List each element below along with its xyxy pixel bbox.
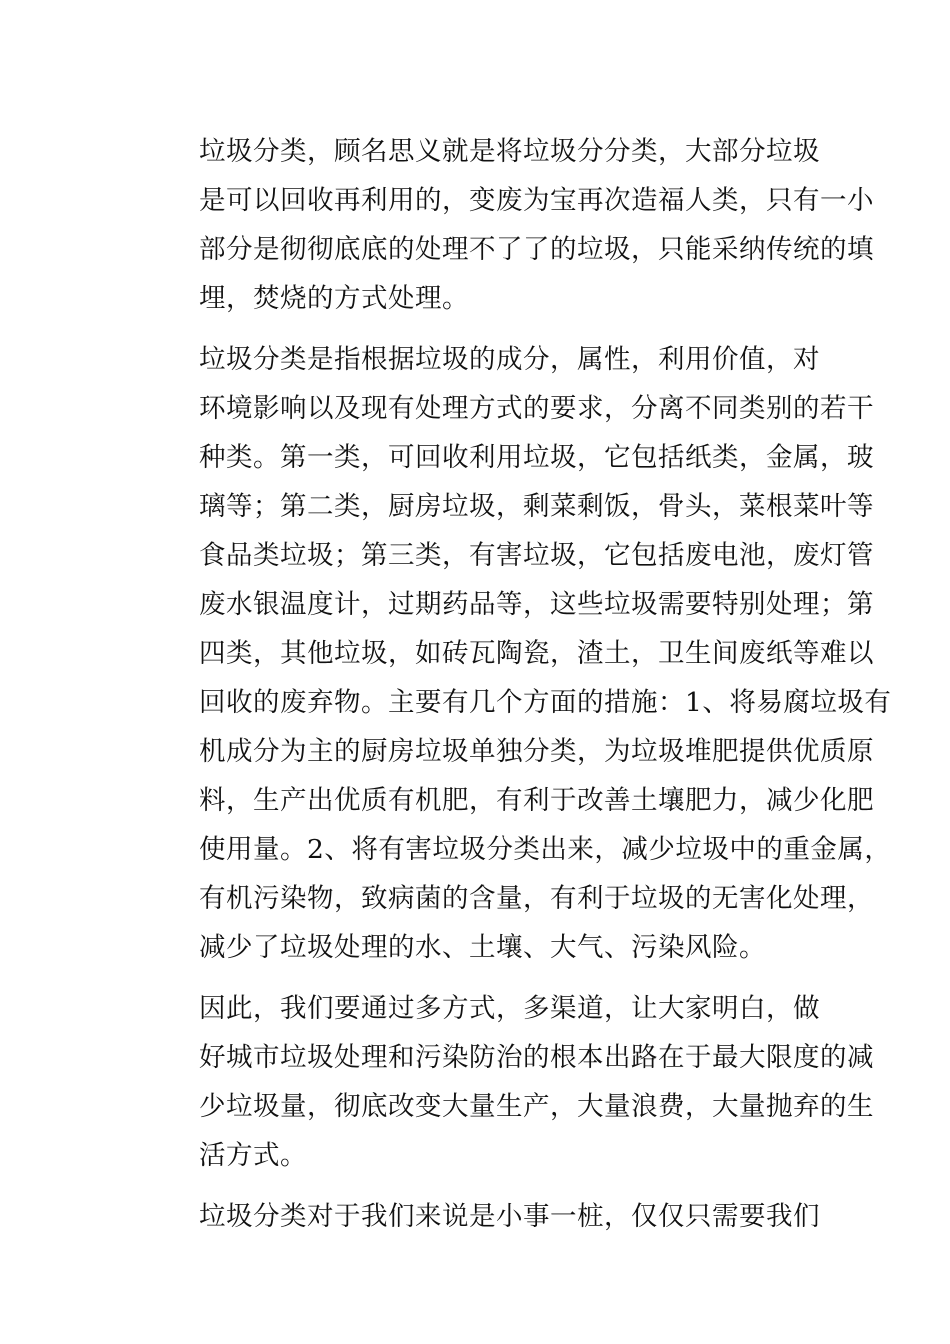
paragraph-1 — [146, 127, 874, 323]
text-line: 因此，我们要通过多方式，多渠道，让大家明白，做 — [199, 993, 820, 1024]
document-body — [146, 127, 892, 1253]
text-line: 种类。第一类，可回收利用垃圾，它包括纸类，金属，玻 — [199, 442, 874, 473]
text-line: 使用量。2、将有害垃圾分类出来，减少垃圾中的重金属， — [199, 834, 892, 865]
text-line: 料，生产出优质有机肥，有利于改善土壤肥力，减少化肥 — [199, 785, 874, 816]
text-line: 垃圾分类，顾名思义就是将垃圾分分类，大部分垃圾 — [199, 136, 820, 167]
text-line: 环境影响以及现有处理方式的要求，分离不同类别的若干 — [199, 393, 874, 424]
text-line: 四类，其他垃圾，如砖瓦陶瓷，渣土，卫生间废纸等难以 — [199, 638, 874, 669]
text-line: 垃圾分类是指根据垃圾的成分，属性，利用价值，对 — [199, 344, 820, 375]
text-line: 璃等；第二类，厨房垃圾，剩菜剩饭，骨头，菜根菜叶等 — [199, 491, 874, 522]
text-line: 部分是彻彻底底的处理不了了的垃圾，只能采纳传统的填 — [199, 234, 874, 265]
paragraph-3 — [146, 984, 874, 1180]
text-line: 食品类垃圾；第三类，有害垃圾，它包括废电池，废灯管 — [199, 540, 874, 571]
text-line: 废水银温度计，过期药品等，这些垃圾需要特别处理；第 — [199, 589, 874, 620]
text-line: 活方式。 — [199, 1140, 307, 1171]
text-line: 减少了垃圾处理的水、土壤、大气、污染风险。 — [199, 932, 766, 963]
paragraph-4 — [146, 1192, 820, 1241]
text-line: 回收的废弃物。主要有几个方面的措施：1、将易腐垃圾有 — [199, 687, 892, 718]
text-line: 埋，焚烧的方式处理。 — [199, 283, 469, 314]
text-line: 好城市垃圾处理和污染防治的根本出路在于最大限度的减 — [199, 1042, 874, 1073]
text-line: 垃圾分类对于我们来说是小事一桩，仅仅只需要我们 — [199, 1201, 820, 1232]
text-line: 是可以回收再利用的，变废为宝再次造福人类，只有一小 — [199, 185, 874, 216]
paragraph-2 — [146, 335, 892, 972]
text-line: 少垃圾量，彻底改变大量生产，大量浪费，大量抛弃的生 — [199, 1091, 874, 1122]
text-line: 机成分为主的厨房垃圾单独分类，为垃圾堆肥提供优质原 — [199, 736, 874, 767]
text-line: 有机污染物，致病菌的含量，有利于垃圾的无害化处理， — [199, 883, 874, 914]
